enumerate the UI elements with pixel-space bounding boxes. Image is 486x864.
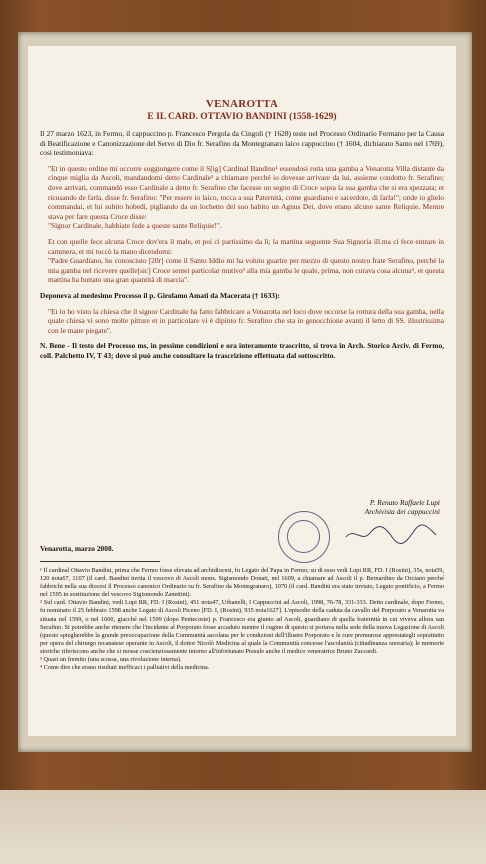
footnotes [40, 567, 444, 672]
handwritten-signature [340, 521, 440, 545]
testimony-quote-2: "Signor Cardinale, habbiate fede a queste sante Reliquie!". [48, 221, 222, 231]
testimony-quote-4: "Padre Guardiano, ho conosciuto [20r] come il Santo Iddio mi ha voluto guarire per mezzo di questo nostro frate Serafino, perché la mia gamba nel ricevere quelle[sic] Croce sentei particolar mutivo³ alla mia gamba le quale, prima, non curava cosa alcuna⁴, et questa mattina ha buttato una gran quantità di marcia". [48, 256, 444, 285]
testimony-quote-3: Et con quelle fece alcuna Croce dov'era il male, et poi ci partissimo da lì; la mattina seguente Sua Signoria ill.ma ci fece entrare in cammera, et mi toccò la mano dicendomi: [48, 236, 444, 256]
document-subtitle: E IL CARD. OTTAVIO BANDINI (1558-1629) [147, 112, 337, 122]
place-date: Venarotta, marzo 2008. [40, 544, 114, 553]
footnote-4: ⁴ Come dire che erano risultati inefficaci i palliativi della medicina. [40, 664, 210, 672]
footnote-rule [40, 561, 160, 562]
footnote-2: ² Sul card. Ottavio Bandini, vedi Lupi RR, FD. I (Rosini), 451 nota47, Urbanelli, I Cappuccini ad Ascoli, 1998, 76-78, 331-333. Detto cardinale, dopo Fermo, fu nominato il 25 febbraio 1598 anche Legato di Ascoli Piceno [FD. I, (Rosini), 935 nota1627]. L'episodio della caduta da cavallo del Porporato a Venarotta va situata nel 1599, o nel 1600, giacché nel 1599 (dopo Pentecoste) p. Francesco era giunto ad Ascoli, guardiano di quella fraternità in cui viveva allora san Serafino. Si potrebbe anche ritenere che l'incidente al Porporato fosse accaduto mentre il cugino di questo si portava nella sede della nuova Legazione di Ascoli (questo spiegherebbe la grande preoccupazione della Communità ascolana per le condizioni dell'illustre Porporato e le cure premurose apprestategli soprattutto per opera del chirurgo recanatese operante in Ascoli, il dottor Nicolò Medicina al quale la Communità concesse l'ascolanità (cittadinanza onoraria); le memorie storiche riferiscono anche che si mosse coscienziosamente intorno all'infortunato Presule anche il medico veneratrice Bruno Zaccardi. [40, 599, 444, 655]
footnote-3: ³ Quasi un fremito (una scossa, una rivoluzione interna). [40, 656, 182, 664]
floor [0, 790, 486, 864]
deposition-intro: Deponeva al medesimo Processo il p. Girolamo Amati da Macerata († 1633): [40, 290, 280, 300]
signature-name: P. Renato Raffaele Lupi [369, 498, 440, 507]
document-title: VENAROTTA [205, 98, 279, 110]
stamp-inner-ring [287, 520, 320, 553]
signature-role: Archivista dei cappuccini [364, 507, 440, 516]
signature-block [310, 498, 440, 516]
intro-paragraph: Il 27 marzo 1623, in Fermo, il cappuccino p. Francesco Pergola da Cingoli († 1628) teste nel Processo Ordinario Fermano per la Causa di Beatificazione e Canonizzazione del Servo di Dio fr. Serafino da Montegranaro laico cappuccino († 1604, dichiarato Santo nel 1769), così testimoniava: [40, 129, 444, 158]
nota-bene: N. Bene - Il testo del Processo ms, in pessime condizioni e ora interamente trascritto, si trova in Arch. Storico Arciv. di Fermo, coll. Palchetto IV, T 43; dove si può anche consultare la trascrizione effettuata dal sottoscritto. [40, 341, 444, 360]
ancona-stamp [278, 511, 330, 563]
footnote-1: ¹ Il cardinal Ottavio Bandini, prima che Fermo fosse elevata ad archidiocesi, fu Legato del Papa in Fermo; su di esso vedi Lupi RR, FD. I (Rosini), 35s, nota59, 120 nota67, 1107 (il card. Bandini invita il vescovo di Ascoli mons. Sigismondo Donati, nel 1609, a chiamare ad Ascoli il p. Bernardino da Orciano perché fabbrichi nella sua diocesi il Processo canonico Ordinario su fr. Serafino da Montegranaro), 1070 (il card. Bandini era stato inviato, Legato pontificio, a Fermo nel 1595 in sostituzione del vescovo Sigismondo Zanettini). [40, 567, 444, 599]
testimony-quote-5: "Et io ho visto la chiesa che il signor Cardinale ha fatto fabbricare a Venarotta nel loco dove occorse la rottura della sua gamba, nella quale chiesa vi sono molte pitture et in particolare vi è dipinto fr. Serafino che sta in genocchione avanti il letto di SS. illustrissima con le mane piegate". [48, 306, 444, 335]
document-page [28, 46, 456, 736]
testimony-quote-1: "Et in questo ordine mi occorre soggiungere come il S[ig] Cardinal Bandino¹ essendosi rotta una gamba a Venarotta Villa distante da cinque miglia da Ascoli, mandandomi detto Cardinale² a chiamare perché io dovesse arrivare da lui, assieme condotto fr. Serafino; dove arrivati, commandò esso Cardinale a detto fr. Serafino che facesse un segno di Croce sopra la sua gamba che si era spezzata; et ricusando de farla, disse fr. Serafino: "Per essere io laico, tocca a sua Paternità, come guardiano e sacerdote, di farla!"; onde io glielo commandai, et lui subito hobedì, pigliando da un lochetto del suo habito un Agnus Dei, dove erano alcune sante Reliquie. Mentre stava per fare questa Croce disse: [48, 163, 444, 221]
